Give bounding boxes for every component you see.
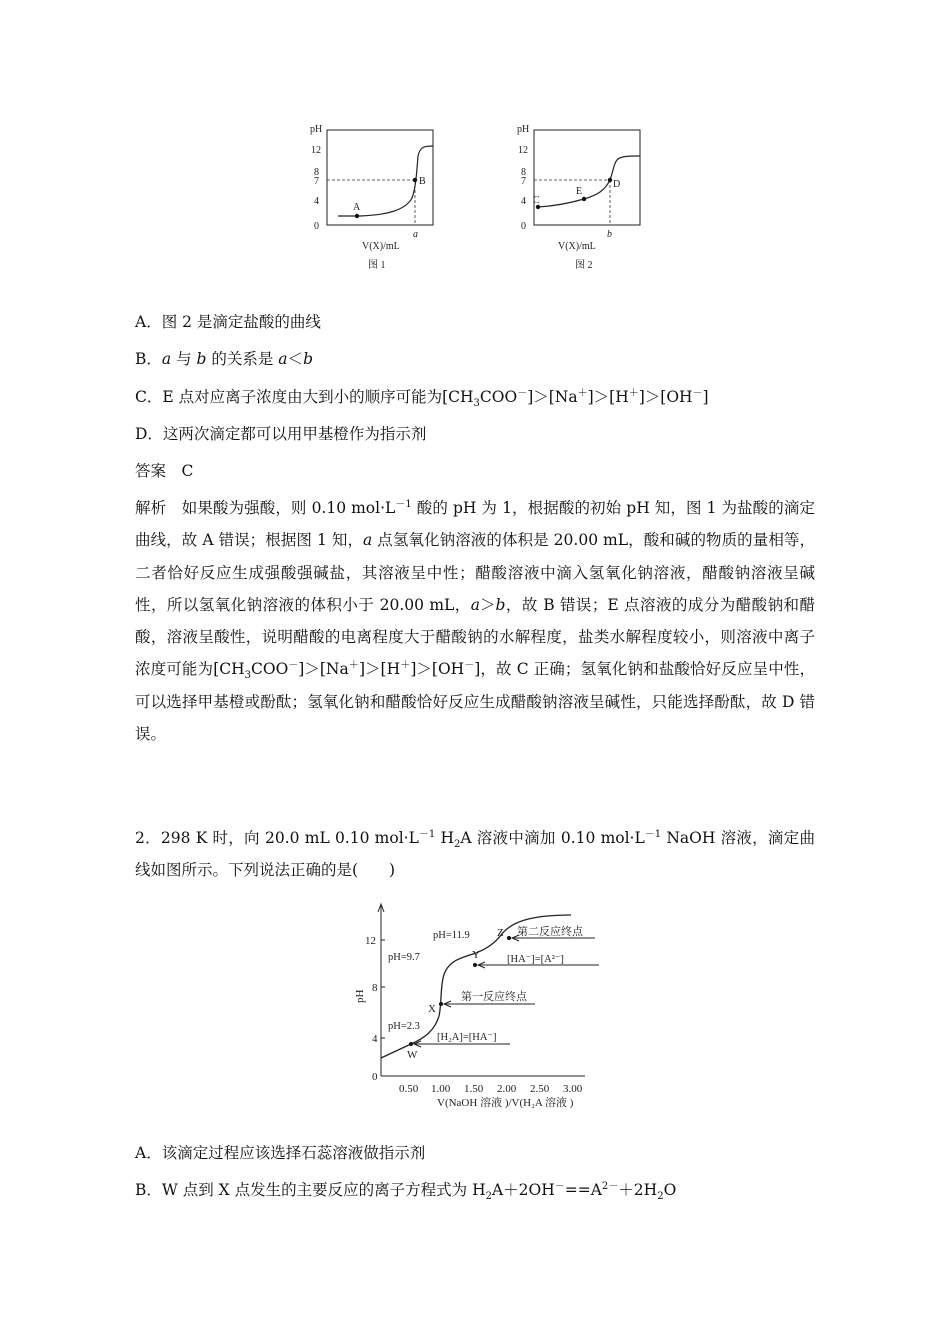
fig2-label-e: E [576, 186, 583, 197]
q1-option-c-gt1: ]＞[Na [527, 388, 578, 406]
q1-option-c-sup1: － [517, 387, 528, 399]
analysis-p4: ，故 B 错误；E 点溶液的成分为醋酸钠和醋酸，溶液呈酸性，说明醋酸的电离程度大于醋酸钠的水解程度，盐类水解程度较小，则溶液中离子浓度可能为[CH [135, 595, 815, 679]
fig1-y-label: pH [310, 124, 323, 135]
analysis-p8: ]＞[OH [410, 660, 465, 679]
answer-value: C [181, 462, 194, 480]
q1-option-c-gt3: ]＞[OH [638, 388, 693, 406]
q2-option-b-sup1: － [554, 1180, 565, 1192]
q1-option-b-prefix: B． [135, 350, 162, 368]
fig1-point-a [355, 214, 359, 218]
q2-ph-97: pH=9.7 [388, 952, 420, 963]
q2-x-tick-150: 1.50 [464, 1083, 484, 1095]
q2-annot-first: 第一反应终点 [461, 991, 527, 1003]
fig1-x-mark: a [413, 229, 418, 240]
analysis-sup1: －1 [395, 498, 412, 510]
q2-x-tick-200: 2.00 [497, 1083, 517, 1095]
q2-annot-h2a-ha: [H₂A]=[HA⁻] [437, 1032, 497, 1043]
q1-option-b-mid: 与 [171, 350, 197, 368]
q2-option-b-p4: ＋2H [618, 1181, 658, 1199]
fig2-y-tick-8: 8 [521, 167, 526, 178]
q2-label-w: W [407, 1049, 418, 1061]
fig2-y-label: pH [517, 124, 530, 135]
q2-option-a [135, 1143, 425, 1163]
q1-analysis [135, 492, 815, 750]
q2-figure-svg [345, 898, 625, 1113]
q1-option-c-sup3: ＋ [628, 387, 639, 399]
q2-ph-119: pH=11.9 [433, 930, 470, 941]
q2-y-tick-12: 12 [365, 935, 376, 947]
fig1-x-label: V(X)/mL [362, 241, 400, 252]
q1-option-b-lt: ＜ [287, 350, 304, 368]
fig2-x-label: V(X)/mL [558, 241, 596, 252]
analysis-sup-minus2: － [464, 660, 475, 672]
q2-y-tick-0: 0 [372, 1071, 378, 1083]
fig1-label-b: B [419, 176, 426, 187]
fig2 [517, 124, 640, 271]
fig2-label-c: C [533, 195, 540, 206]
analysis-p5: COO [251, 660, 289, 679]
q1-option-c-p1: C．E 点对应离子浓度由大到小的顺序可能为[CH [135, 388, 474, 406]
fig2-caption: 图 2 [575, 260, 593, 271]
fig2-y-tick-4: 4 [521, 196, 526, 207]
q1-option-b-var-a: a [161, 350, 172, 368]
q2-annot-ha-a2: [HA⁻]=[A²⁻] [507, 954, 564, 965]
fig1-y-tick-4: 4 [314, 196, 319, 207]
fig2-frame [534, 130, 640, 225]
analysis-sub3: 3 [244, 670, 251, 682]
fig1-caption: 图 1 [368, 260, 386, 271]
q2-y-tick-8: 8 [372, 982, 378, 994]
q1-option-b [135, 349, 313, 369]
fig2-x-mark: b [607, 229, 612, 240]
q1-option-a [135, 312, 321, 332]
q2-point-y [473, 963, 477, 967]
q2-stem-sub: 2 [453, 839, 461, 851]
q2-annot-second: 第二反应终点 [517, 926, 583, 938]
q2-stem-sup2: －1 [644, 828, 662, 840]
analysis-p3: 点氢氧化钠溶液的体积是 20.00 mL，酸和碱的物质的量相等，二者恰好反应生成强酸强碱盐，其溶液呈中性；醋酸溶液中滴入氢氧化钠溶液，醋酸钠溶液呈碱性，所以氢氧化钠溶液的体积小于 20.00 mL， [135, 531, 816, 614]
q1-option-d [135, 424, 426, 444]
analysis-sup-minus: － [288, 660, 299, 672]
q2-stem-p3: A 溶液中滴加 0.10 mol·L [460, 829, 645, 847]
analysis-sup-plus2: ＋ [400, 660, 411, 672]
fig2-y-tick-12: 12 [518, 145, 528, 156]
q2-stem-p4: NaOH 溶液，滴定曲线如图所示。下列说法正确的是( ) [135, 829, 815, 880]
fig1-y-tick-8: 8 [314, 167, 319, 178]
analysis-gt: ＞ [480, 595, 496, 614]
fig1-y-tick-12: 12 [311, 145, 321, 156]
analysis-p6: ]＞[Na [298, 660, 349, 679]
q2-option-b-p1: B．W 点到 X 点发生的主要反应的离子方程式为 H [135, 1181, 486, 1199]
fig1-y-tick-0: 0 [314, 221, 319, 232]
fig2-point-d [608, 178, 612, 182]
q1-option-b-var-a2: a [278, 350, 288, 368]
q2-x-tick-050: 0.50 [399, 1083, 419, 1095]
fig1-frame [327, 130, 433, 225]
q2-x-tick-100: 1.00 [431, 1083, 451, 1095]
q1-option-b-var-b: b [196, 350, 207, 368]
q1-option-c [135, 387, 709, 410]
fig2-y-tick-0: 0 [521, 221, 526, 232]
answer-label: 答案 [135, 462, 167, 480]
fig2-y-tick-7: 7 [521, 176, 526, 187]
q1-option-c-sub: 3 [473, 398, 480, 410]
q2-x-tick-300: 3.00 [563, 1083, 583, 1095]
figure-pair [300, 118, 660, 278]
q2-y-tick-4: 4 [372, 1033, 378, 1045]
q2-point-z [507, 936, 511, 940]
fig2-point-e [582, 197, 586, 201]
q2-option-b-sub1: 2 [485, 1191, 492, 1203]
q1-option-a-text: A．图 2 是滴定盐酸的曲线 [135, 313, 321, 331]
q2-option-b-sup2: 2－ [601, 1180, 619, 1192]
q2-stem-sup1: －1 [418, 828, 436, 840]
analysis-var-a2: a [470, 595, 481, 614]
q2-figure [345, 898, 625, 1113]
analysis-p1: 如果酸为强酸，则 0.10 mol·L [181, 499, 396, 517]
q1-option-c-coo: COO [479, 388, 518, 406]
q1-option-d-text: D．这两次滴定都可以用甲基橙作为指示剂 [135, 425, 427, 443]
analysis-sup-plus: ＋ [348, 660, 359, 672]
fig1-label-a: A [353, 202, 361, 213]
fig1-y-tick-7: 7 [314, 176, 319, 187]
fig2-label-d: D [613, 179, 621, 190]
q1-option-c-gt2: ]＞[H [587, 388, 629, 406]
q2-stem-p2: H [435, 829, 454, 847]
fig2-curve [538, 156, 640, 207]
analysis-p7: ]＞[H [358, 660, 401, 679]
q2-option-a-text: A．该滴定过程应该选择石蕊溶液做指示剂 [135, 1144, 426, 1162]
q2-option-b [135, 1180, 677, 1203]
q2-x-tick-250: 2.50 [530, 1083, 550, 1095]
q1-option-b-mid2: 的关系是 [206, 350, 279, 368]
q1-option-b-var-b2: b [303, 350, 313, 368]
q1-option-c-sup4: － [692, 387, 703, 399]
fig1 [310, 124, 433, 271]
q2-x-label: V(NaOH 溶液 )/V(H₂A 溶液 ) [437, 1097, 574, 1109]
q2-option-b-p5: O [663, 1181, 677, 1199]
q2-label-x: X [428, 1003, 436, 1015]
q2-label-z: Z [497, 927, 504, 939]
q2-option-b-sub2: 2 [657, 1191, 664, 1203]
analysis-var-b: b [495, 595, 506, 614]
fig1-point-b [413, 178, 417, 182]
analysis-p9: ]，故 C 正确；氢氧化钠和盐酸恰好反应呈中性，可以选择甲基橙或酚酞；氢氧化钠和醋酸恰好反应生成醋酸钠溶液呈碱性，只能选择酚酞，故 D 错误。 [135, 660, 816, 744]
q2-point-x [439, 1002, 443, 1006]
q1-answer [135, 461, 193, 481]
q2-point-w [409, 1042, 413, 1046]
figure-pair-svg [300, 118, 660, 278]
q2-ph-23: pH=2.3 [388, 1021, 420, 1032]
q1-option-c-end: ] [702, 388, 709, 406]
q2-stem-p1: 2．298 K 时，向 20.0 mL 0.10 mol·L [135, 829, 419, 847]
q2-option-b-p2: A＋2OH [491, 1181, 555, 1199]
q1-option-c-sup2: ＋ [577, 387, 588, 399]
analysis-var-a: a [363, 531, 373, 550]
q2-label-y: Y [472, 949, 480, 961]
q2-stem [135, 822, 815, 887]
analysis-label: 解析 [135, 499, 167, 517]
analysis-p2: 酸的 pH 为 1，根据酸的初始 pH 知，图 1 为盐酸的滴定曲线，故 A 错误；根据图 1 知， [135, 499, 815, 550]
q2-y-label: pH [354, 989, 366, 1003]
q2-option-b-p3: ==A [564, 1181, 602, 1199]
